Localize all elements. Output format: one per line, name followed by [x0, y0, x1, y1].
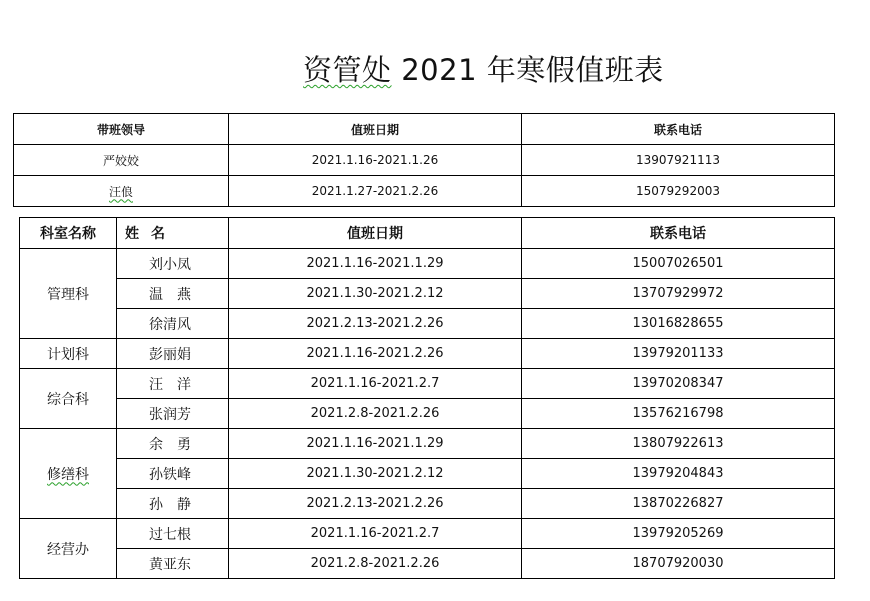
department-cell	[20, 429, 117, 519]
duty-row	[20, 489, 835, 519]
staff-name: 张润芳	[117, 399, 229, 429]
staff-name: 徐清风	[117, 309, 229, 339]
duty-row	[20, 549, 835, 579]
staff-name: 过七根	[117, 519, 229, 549]
leader-name: 严姣姣	[14, 145, 229, 176]
leader-row	[14, 176, 835, 207]
title-part-1: 资管处	[303, 53, 392, 87]
leader-row	[14, 145, 835, 176]
duty-phone: 13970208347	[522, 369, 835, 399]
duty-phone: 13016828655	[522, 309, 835, 339]
duty-row	[20, 429, 835, 459]
duty-header-name: 姓名	[117, 218, 229, 249]
leader-table	[13, 113, 835, 207]
duty-dates: 2021.1.16-2021.1.29	[229, 249, 522, 279]
duty-row	[20, 519, 835, 549]
leader-dates: 2021.1.16-2021.1.26	[229, 145, 522, 176]
duty-dates: 2021.2.8-2021.2.26	[229, 399, 522, 429]
staff-name: 余 勇	[117, 429, 229, 459]
duty-dates: 2021.2.13-2021.2.26	[229, 489, 522, 519]
department-cell: 管理科	[20, 249, 117, 339]
department-cell: 计划科	[20, 339, 117, 369]
duty-phone: 13870226827	[522, 489, 835, 519]
leader-header-name: 带班领导	[14, 114, 229, 145]
staff-name: 孙 静	[117, 489, 229, 519]
leader-name-text: 汪俍	[108, 184, 133, 199]
duty-row	[20, 309, 835, 339]
duty-row	[20, 459, 835, 489]
staff-name: 彭丽娟	[117, 339, 229, 369]
department-cell: 经营办	[20, 519, 117, 579]
duty-phone: 13979204843	[522, 459, 835, 489]
duty-phone: 13979201133	[522, 339, 835, 369]
department-label: 修缮科	[47, 466, 89, 483]
leader-header-phone: 联系电话	[522, 114, 835, 145]
duty-dates: 2021.1.16-2021.2.26	[229, 339, 522, 369]
department-cell: 综合科	[20, 369, 117, 429]
duty-header-phone: 联系电话	[522, 218, 835, 249]
leader-header-row	[14, 114, 835, 145]
leader-phone: 15079292003	[522, 176, 835, 207]
duty-header-row	[20, 218, 835, 249]
duty-phone: 18707920030	[522, 549, 835, 579]
duty-dates: 2021.1.16-2021.2.7	[229, 369, 522, 399]
duty-header-dates: 值班日期	[229, 218, 522, 249]
duty-dates: 2021.1.16-2021.2.7	[229, 519, 522, 549]
leader-header-dates: 值班日期	[229, 114, 522, 145]
duty-row	[20, 369, 835, 399]
staff-name: 刘小凤	[117, 249, 229, 279]
duty-phone: 13707929972	[522, 279, 835, 309]
duty-row	[20, 279, 835, 309]
staff-name: 黄亚东	[117, 549, 229, 579]
staff-name: 温 燕	[117, 279, 229, 309]
duty-dates: 2021.2.8-2021.2.26	[229, 549, 522, 579]
duty-phone: 13576216798	[522, 399, 835, 429]
duty-dates: 2021.1.30-2021.2.12	[229, 459, 522, 489]
document-title	[303, 50, 664, 90]
duty-row	[20, 249, 835, 279]
leader-dates: 2021.1.27-2021.2.26	[229, 176, 522, 207]
duty-dates: 2021.1.16-2021.1.29	[229, 429, 522, 459]
duty-dates: 2021.1.30-2021.2.12	[229, 279, 522, 309]
title-part-2: 2021 年寒假值班表	[391, 53, 664, 87]
duty-phone: 13979205269	[522, 519, 835, 549]
staff-name: 孙铁峰	[117, 459, 229, 489]
duty-header-department: 科室名称	[20, 218, 117, 249]
leader-phone: 13907921113	[522, 145, 835, 176]
duty-phone: 15007026501	[522, 249, 835, 279]
staff-name: 汪 洋	[117, 369, 229, 399]
duty-dates: 2021.2.13-2021.2.26	[229, 309, 522, 339]
duty-table	[19, 217, 835, 579]
leader-name	[14, 176, 229, 207]
duty-row	[20, 339, 835, 369]
duty-row	[20, 399, 835, 429]
duty-phone: 13807922613	[522, 429, 835, 459]
